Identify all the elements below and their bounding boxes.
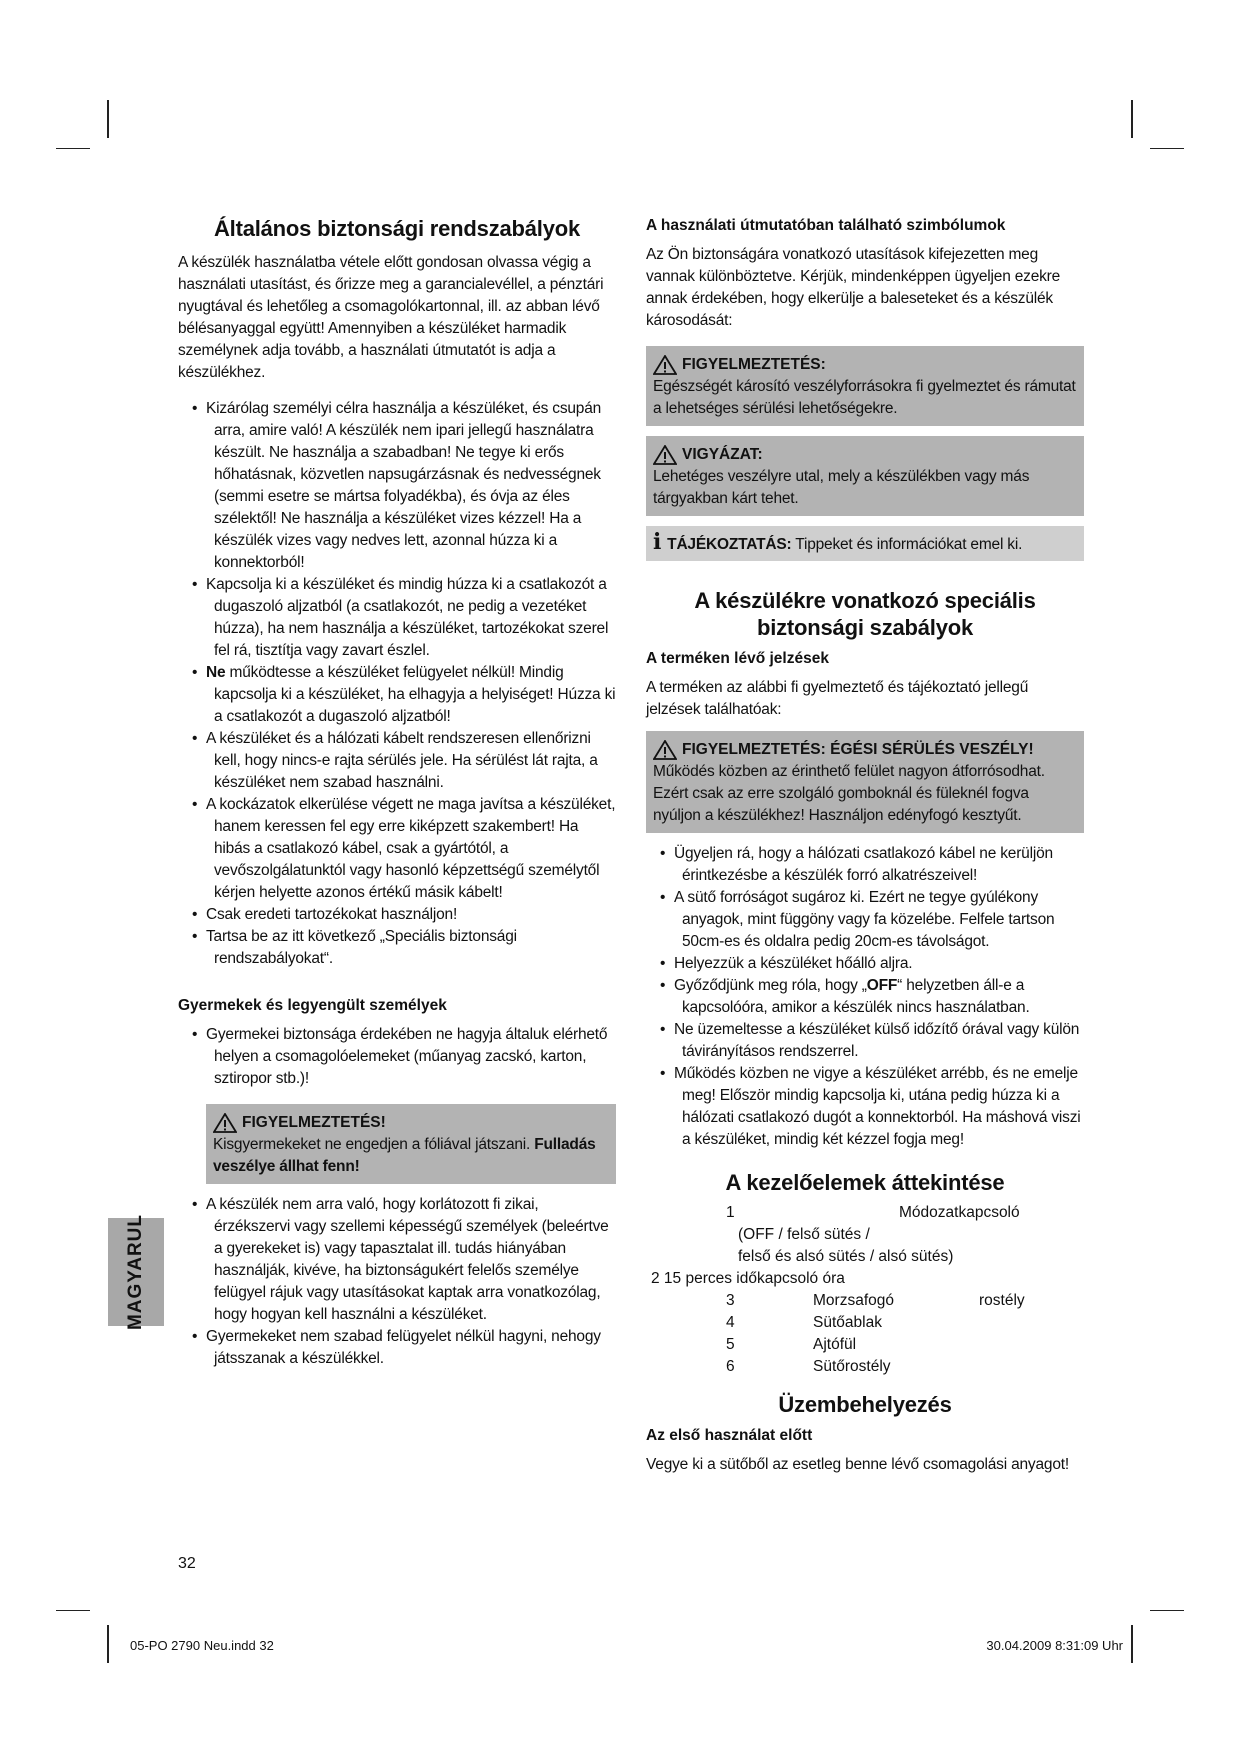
list-item: • Kapcsolja ki a készüléket és mindig húzza ki a csatlakozót a dugaszoló aljzatból (a csatlakozót, ne pedig a vezetéket húzza), ha nem használja a készüléket, tartozékokat szerel fel rá, tisztítja vagy zavart észlel. (192, 576, 609, 659)
info-box-title: TÁJÉKOZTATÁS: (667, 536, 792, 553)
children-heading: Gyermekek és legyengült személyek (178, 997, 447, 1014)
warning-box-text: Egészségét károsító veszélyforrásokra fi gyelmeztet és rámutat a lehetséges sérülési lehetőségekre. (653, 378, 1076, 417)
control-label: (OFF / felső sütés / (738, 1226, 870, 1243)
list-item: • Helyezzük a készüléket hőálló aljra. (660, 955, 913, 972)
suffocation-warning-box (206, 1104, 616, 1184)
intro-paragraph: A készülék használatba vétele előtt gondosan olvassa végig a használati utasítást, és őrizze meg a garancialevéllel, a pénztári nyugtával és lehetőleg a csomagolókartonnal, ill. az abban lévő bélésanyaggal együtt! Amennyiben a készüléket harmadik személynek adja tovább, a használati útmutatót is adja a készülékhez. (178, 254, 604, 381)
crop-mark (1150, 148, 1184, 149)
crop-mark (107, 1625, 109, 1663)
left-column (178, 205, 616, 1380)
info-box (646, 526, 1084, 561)
list-item: • Ne üzemeltesse a készüléket külső időzítő órával vagy külön távirányításos rendszerrel. (660, 1021, 1080, 1060)
list-item: • Csak eredeti tartozékokat használjon! (192, 906, 458, 923)
control-number: 4 (726, 1314, 735, 1331)
list-item: • Gyermekei biztonsága érdekében ne hagyja általuk elérhető helyen a csomagolóelemeket (műanyag zacskó, karton, sztiropor stb.)! (192, 1026, 608, 1087)
burn-warning-box (646, 731, 1084, 833)
list-item: • Működés közben ne vigye a készüléket arrébb, és ne emelje meg! Először mindig kapcsolja ki, utána pedig húzza ki a hálózati csatlakozó dugót a konnektorból. Ha máshová viszi a készüléket, mindig két kézzel fogja meg! (660, 1065, 1081, 1148)
product-marks-heading: A terméken lévő jelzések (646, 650, 829, 667)
control-number: 6 (726, 1358, 735, 1375)
product-marks-intro: A terméken az alábbi fi gyelmeztető és tájékoztató jellegű jelzések találhatóak: (646, 679, 1029, 718)
caution-box (646, 436, 1084, 516)
crop-mark (1131, 100, 1133, 138)
control-number: 3 (726, 1292, 735, 1309)
symbols-heading: A használati útmutatóban található szimbólumok (646, 217, 1006, 234)
footer-timestamp: 30.04.2009 8:31:09 Uhr (986, 1638, 1123, 1653)
caution-box-text: Lehetéges veszélyre utal, mely a készülékben vagy más tárgyakban kárt tehet. (653, 468, 1030, 507)
first-use-text: Vegye ki a sütőből az esetleg benne lévő csomagolási anyagot! (646, 1456, 1069, 1473)
list-item: • Ne működtesse a készüléket felügyelet nélkül! Mindig kapcsolja ki a készüléket, ha elhagyja a helyiséget! Húzza ki a csatlakozót a dugaszoló aljzatból! (192, 664, 616, 725)
special-safety-title: A készülékre vonatkozó speciális biztonsági szabályok (694, 588, 1036, 640)
control-number: 1 (726, 1204, 735, 1221)
list-item: • Győződjünk meg róla, hogy „OFF“ helyzetben áll-e a kapcsolóóra, amikor a készülék nincs használatban. (660, 977, 1030, 1016)
general-safety-title: Általános biztonsági rendszabályok (213, 216, 581, 241)
controls-table (646, 1202, 1084, 1377)
crop-mark (107, 100, 109, 138)
special-list (646, 843, 1084, 1151)
crop-mark (1131, 1625, 1133, 1663)
controls-title: A kezelőelemek áttekintése (725, 1170, 1005, 1195)
first-use-heading: Az első használat előtt (646, 1427, 813, 1444)
burn-warning-title: FIGYELMEZTETÉS: ÉGÉSI SÉRÜLÉS VESZÉLY! (682, 741, 1034, 758)
control-label: 2 15 perces időkapcsoló óra (651, 1270, 845, 1287)
children-list (178, 1024, 616, 1090)
control-number: 5 (726, 1336, 735, 1353)
caution-box-title: VIGYÁZAT: (682, 446, 763, 463)
ability-list (178, 1194, 616, 1370)
list-item: • Kizárólag személyi célra használja a készüléket, és csupán arra, amire való! A készülék nem ipari jellegű használatra készült. Ne használja a szabadban! Ne tegye ki erős hőhatásnak, közvetlen napsugárzásnak és nedvességnek (semmi esetre se mártsa folyadékba), és óvja az éles szélektől! Ne használja a készüléket vizes kézzel! Ha a készülék vizes vagy nedves lett, azonnal húzza ki a konnektorból! (192, 400, 602, 571)
footer-file-info: 05-PO 2790 Neu.indd 32 (130, 1638, 274, 1653)
language-tab-label: MAGYARUL (125, 1213, 146, 1331)
control-label: Sütőrostély (813, 1358, 891, 1375)
info-icon: i (653, 529, 662, 555)
control-label: felső és alsó sütés / alsó sütés) (738, 1248, 954, 1265)
control-label: Sütőablak (813, 1314, 882, 1331)
setup-title: Üzembehelyezés (778, 1392, 952, 1417)
crop-mark (56, 1610, 90, 1611)
control-label: rostély (979, 1292, 1025, 1309)
list-item: • Ügyeljen rá, hogy a hálózati csatlakozó kábel ne kerüljön érintkezésbe a készülék forró alkatrészeivel! (660, 845, 1053, 884)
warning-icon (213, 1113, 237, 1133)
warning-title: FIGYELMEZTETÉS! (242, 1114, 386, 1131)
warning-icon (653, 355, 677, 375)
language-tab (108, 1213, 164, 1331)
crop-mark (56, 148, 90, 149)
warning-box-title: FIGYELMEZTETÉS: (682, 356, 826, 373)
warning-icon (653, 445, 677, 465)
burn-warning-text: Működés közben az érinthető felület nagyon átforrósodhat. Ezért csak az erre szolgáló gomboknál és füleknél fogva nyúljon a készülékhez! Használjon edényfogó kesztyűt. (653, 763, 1045, 824)
list-item: • A kockázatok elkerülése végett ne maga javítsa a készüléket, hanem keressen fel egy erre kiképzett szakembert! Ha hibás a csatlakozó kábel, csak a gyártótól, a vevőszolgálatunktól vagy hasonló képzettségű személytől kérjen helyette azonos értékű másik kábelt! (192, 796, 616, 901)
right-column (646, 212, 1084, 1486)
safety-list (178, 398, 616, 970)
symbols-intro: Az Ön biztonságára vonatkozó utasítások kifejezetten meg vannak különböztetve. Kérjük, mindenképpen ügyeljen ezekre annak érdekében, hogy elkerülje a baleseteket és a készülék károsodását: (646, 246, 1061, 329)
warning-text: Kisgyermekeket ne engedjen a fóliával játszani. Fulladás veszélye állhat fenn! (213, 1136, 596, 1175)
warning-box (646, 346, 1084, 426)
crop-mark (1150, 1610, 1184, 1611)
control-label: Módozatkapcsoló (899, 1204, 1020, 1221)
info-box-text: Tippeket és információkat emel ki. (791, 536, 1023, 553)
list-item: • Tartsa be az itt következő „Speciális biztonsági rendszabályokat“. (192, 928, 517, 967)
warning-icon (653, 740, 677, 760)
control-label: Morzsafogó (813, 1292, 894, 1309)
page-number: 32 (178, 1555, 196, 1572)
list-item: • A készüléket és a hálózati kábelt rendszeresen ellenőrizni kell, hogy nincs-e rajta sérülés jele. Ha sérülést lát rajta, a készüléket nem szabad használni. (192, 730, 598, 791)
list-item: • A készülék nem arra való, hogy korlátozott fi zikai, érzékszervi vagy szellemi képességű személyek (beleértve a gyerekeket is) vagy tapasztalat ill. tudás hiányában használják, kivéve, ha biztonságukért felelős személye felügyel rájuk vagy utasításokat kaptak arra vonatkozólag, hogy hogyan kell használni a készüléket. (192, 1196, 609, 1323)
list-item: • A sütő forróságot sugároz ki. Ezért ne tegye gyúlékony anyagok, mint függöny vagy fa közelébe. Felfele tartson 50cm-es és oldalra pedig 20cm-es távolságot. (660, 889, 1055, 950)
control-label: Ajtófül (813, 1336, 857, 1353)
list-item: • Gyermekeket nem szabad felügyelet nélkül hagyni, nehogy játsszanak a készülékkel. (192, 1328, 601, 1367)
